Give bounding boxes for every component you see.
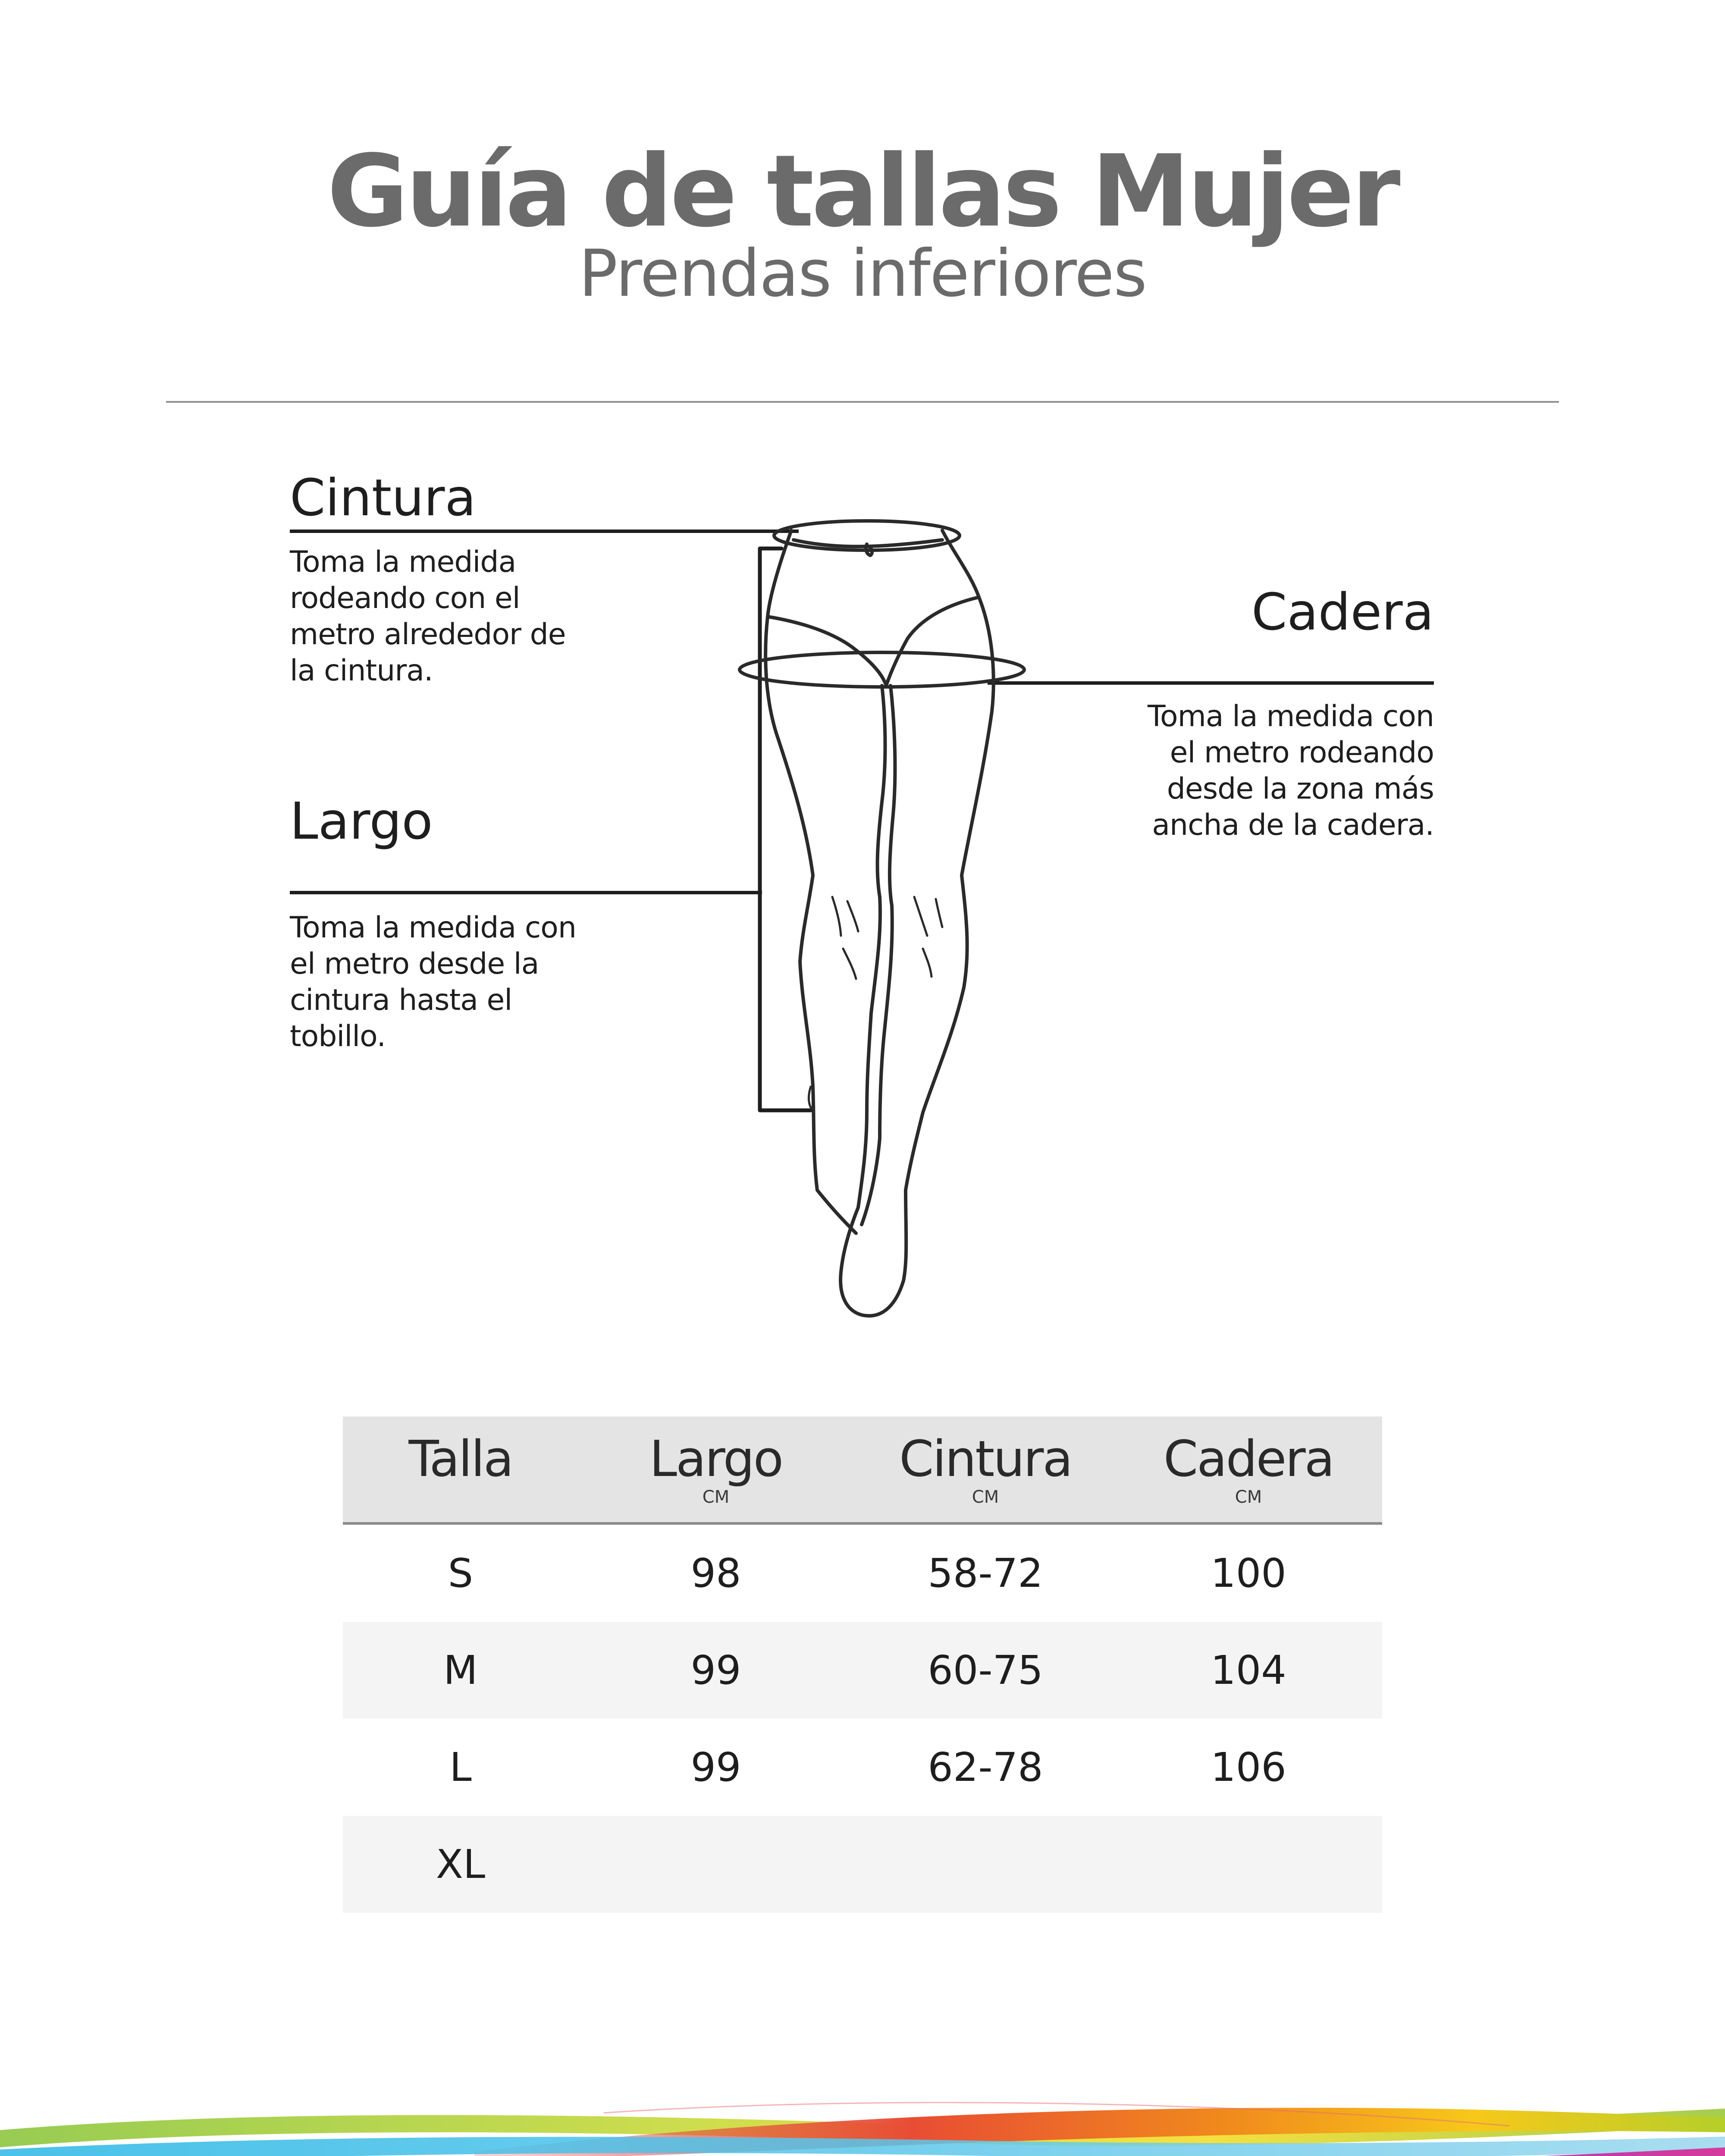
- cell-talla: M: [443, 1647, 478, 1693]
- largo-description: Toma la medida con el metro desde la cintura hasta el tobillo.: [290, 911, 576, 1053]
- column-header-largo: Largo CM: [649, 1430, 783, 1507]
- cintura-title: Cintura: [290, 468, 476, 527]
- hip-ellipse: [740, 652, 1024, 687]
- rainbow-wave-decoration: [0, 2061, 1725, 2156]
- table-row: [343, 1622, 1382, 1719]
- cell-largo: 99: [690, 1744, 741, 1790]
- largo-title: Largo: [290, 791, 433, 851]
- page-title: Guía de tallas Mujer: [327, 134, 1398, 249]
- column-header-talla: Talla: [408, 1430, 513, 1488]
- cell-talla: XL: [436, 1841, 486, 1887]
- table-row: [343, 1816, 1382, 1913]
- cintura-description: Toma la medida rodeando con el metro alrededor de la cintura.: [290, 545, 566, 688]
- cell-cadera: 104: [1211, 1647, 1286, 1693]
- page-subtitle: Prendas inferiores: [578, 236, 1147, 311]
- cadera-description: Toma la medida con el metro rodeando desde la zona más ancha de la cadera.: [1148, 699, 1434, 842]
- cell-cintura: 62-78: [928, 1744, 1043, 1790]
- cell-talla: L: [449, 1744, 472, 1790]
- table-row: [343, 1525, 1382, 1622]
- size-table: [343, 1416, 1382, 1913]
- cell-cintura: 58-72: [928, 1550, 1043, 1596]
- table-header: [343, 1416, 1382, 1525]
- cell-cadera: 100: [1211, 1550, 1286, 1596]
- cell-talla: S: [448, 1550, 474, 1596]
- cell-largo: 99: [690, 1647, 741, 1693]
- table-row: [343, 1719, 1382, 1816]
- cell-cadera: 106: [1211, 1744, 1286, 1790]
- column-header-cadera: Cadera CM: [1163, 1430, 1334, 1507]
- column-header-cintura: Cintura CM: [899, 1430, 1072, 1507]
- cell-cintura: 60-75: [928, 1647, 1043, 1693]
- cell-largo: 98: [690, 1550, 741, 1596]
- cadera-title: Cadera: [1251, 582, 1434, 642]
